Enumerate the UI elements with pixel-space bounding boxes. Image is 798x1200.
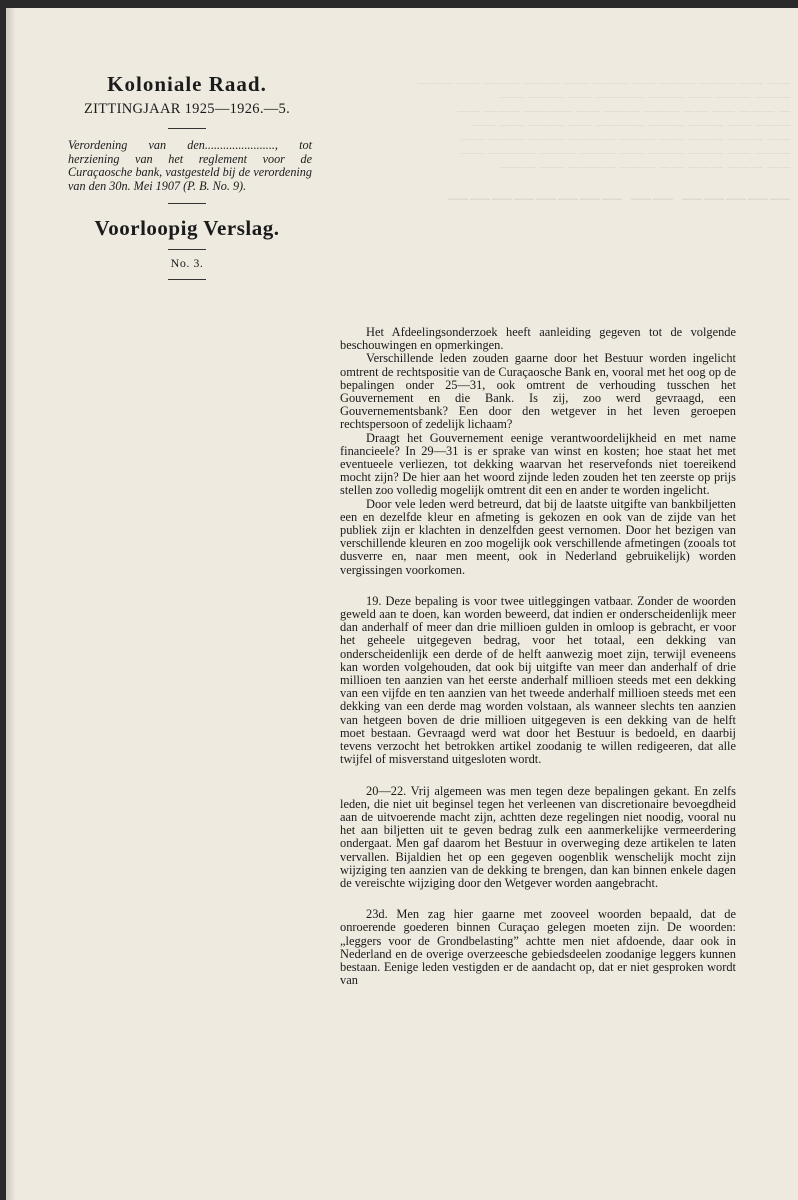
document-number: No. 3. xyxy=(170,256,204,271)
council-title: Koloniale Raad. xyxy=(107,72,267,96)
report-title: Voorloopig Verslag. xyxy=(94,216,280,241)
paragraph: 19. Deze bepaling is voor twee uitleggingen vatbaar. Zonder de woorden geweld aan te doen, kan worden beweerd, dat indien er onderscheidenlijk meer dan anderhalf of meer dan drie millioen gulden in omloop is gebracht, er voor het geheele uitgegeven bedrag, voor het totaal, een dekking van onderscheidenlijk een derde of de helft aanwezig moet zijn, terwijl eveneens kan worden volgehouden, dat ook bij uitgifte van meer dan anderhalf of drie millioen ten aanzien van het eerste anderhalf millioen steeds met een dekking van een vijfde en ten aanzien van het tweede anderhalf millioen steeds met een dekking van een derde mag worden volstaan, als wanneer slechts ten aanzien van hetgeen boven de drie millioen uitgegeven is een dekking van de helft moet bestaan. Gevraagd werd wat door het Bestuur is bedoeld, en daarbij tevens verzocht het betrokken artikel zoodanig te willen redigeeren, dat alle twijfel of misverstand uitgesloten wordt. xyxy=(340,593,736,767)
paragraph: Draagt het Gouvernement eenige verantwoordelijkheid en met name financieele? In 29—31 is er sprake van winst en kosten; hoe staat het met eventueele verliezen, tot dekking waarvan het reservefonds niet toereikend mocht zijn? De hier aan het woord zijnde leden zouden het ten zeerste op prijs stellen zoo volledig mogelijk omtrent dit een en ander te worden ingelicht. xyxy=(340,430,736,498)
divider xyxy=(168,128,206,129)
reverse-side-show-through: —— —— ——— ——— —— ——— —— ——— ——— —— ——— ——— ——— —— ——— ———— —— ——— —— — ——— —— —— ——— ——— —— ———— ——— —— ——— —— ——— ——— ———— —— ——— —— —— —— ——— ——— —— ——— ———— ——— ——— —— ——— —— ——— ——— —— ——— ——— ———— —— —— ——— ——— —— ——— ———— —— ——— ————— —— ———————— xyxy=(416,76,791,211)
divider xyxy=(168,203,206,204)
report-body xyxy=(340,326,736,987)
document-header xyxy=(62,72,312,280)
paragraph: Het Afdeelingsonderzoek heeft aanleiding gegeven tot de volgende beschouwingen en opmerkingen. xyxy=(340,325,736,353)
paragraph: 20—22. Vrij algemeen was men tegen deze bepalingen gekant. En zelfs leden, die niet uit beginsel tegen het verleenen van discretionaire bevoegdheid aan de uitvoerende macht zijn, achtten deze regelingen niet noodig, vooral nu het aan biljetten uit te geven bedrag zulk een aanmerkelijke vermeerdering ondergaat. Men gaf daarom het Bestuur in overweging deze artikelen te laten vervallen. Bijaldien het op een gegeven oogenblik wenschelijk mocht zijn wijziging ten aanzien van de dekking te brengen, dan kan binnen enkele dagen de vereischte wijziging door den Wetgever worden aangebracht. xyxy=(340,783,736,890)
session-year: ZITTINGJAAR 1925—1926.—5. xyxy=(83,101,291,117)
paragraph: Door vele leden werd betreurd, dat bij de laatste uitgifte van bankbiljetten een en dezelfde kleur en afmeting is gekozen en ook van de zijde van het publiek zijn er klachten in denzelfden geest vernomen. Door het bezigen van verschillende kleuren en zoo mogelijk ook verschillende afmetingen (zooals tot dusverre en, naar men meent, ook in Nederland gebruikelijk) worden vergissingen voorkomen. xyxy=(340,496,736,577)
paragraph: Verschillende leden zouden gaarne door het Bestuur worden ingelicht omtrent de rechtspositie van de Curaçaosche Bank en, vooral met het oog op de bepalingen onder 25—31, ook omtrent de verhouding tusschen het Gouvernement en die Bank. Is zij, zoo werd gevraagd, een Gouvernementsbank? Een door den wetgever in het leven geroepen rechtspersoon of zedelijk lichaam? xyxy=(340,351,736,432)
paragraph: 23d. Men zag hier gaarne met zooveel woorden bepaald, dat de onroerende goederen binnen Curaçao gelegen moeten zijn. De woorden: „leggers voor de Grondbelasting” achtte men niet afdoende, daar ook in Nederland en de overige overzeesche gebiedsdeelen zoodanige leggers kunnen bestaan. Eenige leden vestigden er de aandacht op, dat er niet gesproken wordt van xyxy=(340,907,736,988)
document-page xyxy=(6,8,798,1200)
ordinance-description: Verordening van den......................., tot herziening van het reglement voor de Curaçaosche bank, vastgesteld bij de verordening van den 30n. Mei 1907 (P. B. No. 9). xyxy=(68,138,312,193)
divider xyxy=(168,249,206,250)
page-edge-shadow xyxy=(6,8,16,1200)
divider xyxy=(168,279,206,280)
